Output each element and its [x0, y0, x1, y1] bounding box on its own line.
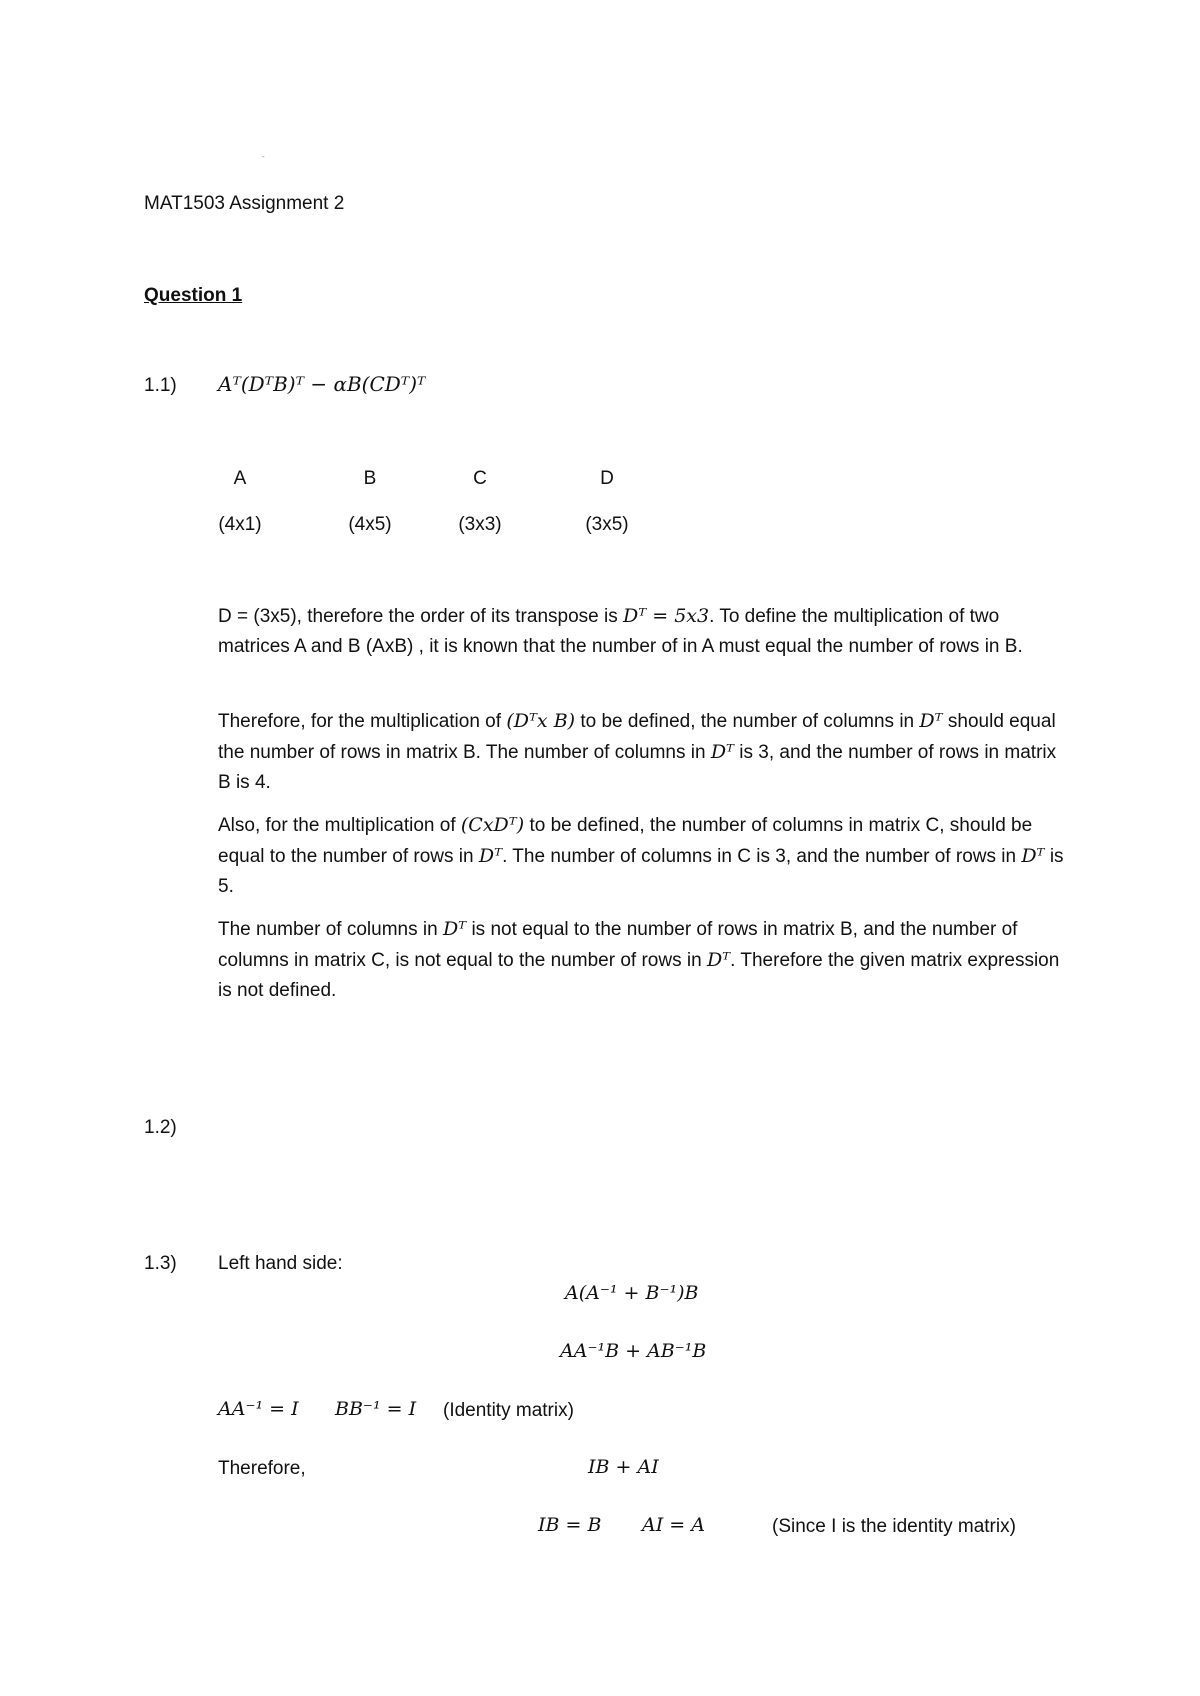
therefore-label: Therefore, [218, 1458, 306, 1479]
equation-expanded: AA⁻¹B + AB⁻¹B [560, 1340, 707, 1362]
document-title: MAT1503 Assignment 2 [144, 193, 345, 214]
expression-1-1: Aᵀ(DᵀB)ᵀ − αB(CDᵀ)ᵀ [218, 372, 426, 396]
identity-ai: AI = A [642, 1514, 705, 1536]
identity-bb-inverse: BB⁻¹ = I [335, 1398, 417, 1420]
matrix-order: (3x5) [585, 514, 629, 535]
equation-simplified: IB + AI [588, 1456, 659, 1478]
equation-lhs: A(A⁻¹ + B⁻¹)B [565, 1282, 699, 1304]
identity-note: (Identity matrix) [443, 1400, 574, 1421]
identity-ib: IB = B [538, 1514, 602, 1536]
matrix-order: (4x5) [348, 514, 392, 535]
left-hand-side-label: Left hand side: [218, 1253, 343, 1274]
paragraph-conclusion: The number of columns in Dᵀ is not equal to the number of rows in matrix B, and the number of columns in matrix C, is not equal to the number of rows in Dᵀ. Therefore the given matrix expression is not defined. [218, 918, 1060, 1001]
item-number-1-1: 1.1) [144, 375, 177, 396]
matrix-name: C [473, 468, 487, 489]
paragraph-dtb-multiplication: Therefore, for the multiplication of (Dᵀx B) to be defined, the number of columns in Dᵀ should equal the number of rows in matrix B. The number of columns in Dᵀ is 3, and the number of rows in matrix B is 4. [218, 710, 1057, 793]
matrix-order: (3x3) [458, 514, 502, 535]
identity-explanation: (Since I is the identity matrix) [772, 1516, 1016, 1537]
question-heading: Question 1 [144, 285, 243, 306]
identity-aa-inverse: AA⁻¹ = I [218, 1398, 299, 1420]
matrix-name: B [363, 468, 377, 489]
matrix-order: (4x1) [218, 514, 262, 535]
paragraph-transpose-order: D = (3x5), therefore the order of its transpose is Dᵀ = 5x3. To define the multiplication of two matrices A and B (AxB) , it is known that the number of in A must equal the number of rows in B. [218, 605, 1023, 657]
paragraph-cdt-multiplication: Also, for the multiplication of (CxDᵀ) to be defined, the number of columns in matrix C, should be equal to the number of rows in Dᵀ. The number of columns in C is 3, and the number of rows in Dᵀ is 5. [218, 814, 1064, 897]
item-number-1-3: 1.3) [144, 1253, 177, 1274]
header-mark: - [262, 152, 265, 161]
matrix-name: A [233, 468, 247, 489]
matrix-name: D [600, 468, 614, 489]
item-number-1-2: 1.2) [144, 1117, 177, 1138]
